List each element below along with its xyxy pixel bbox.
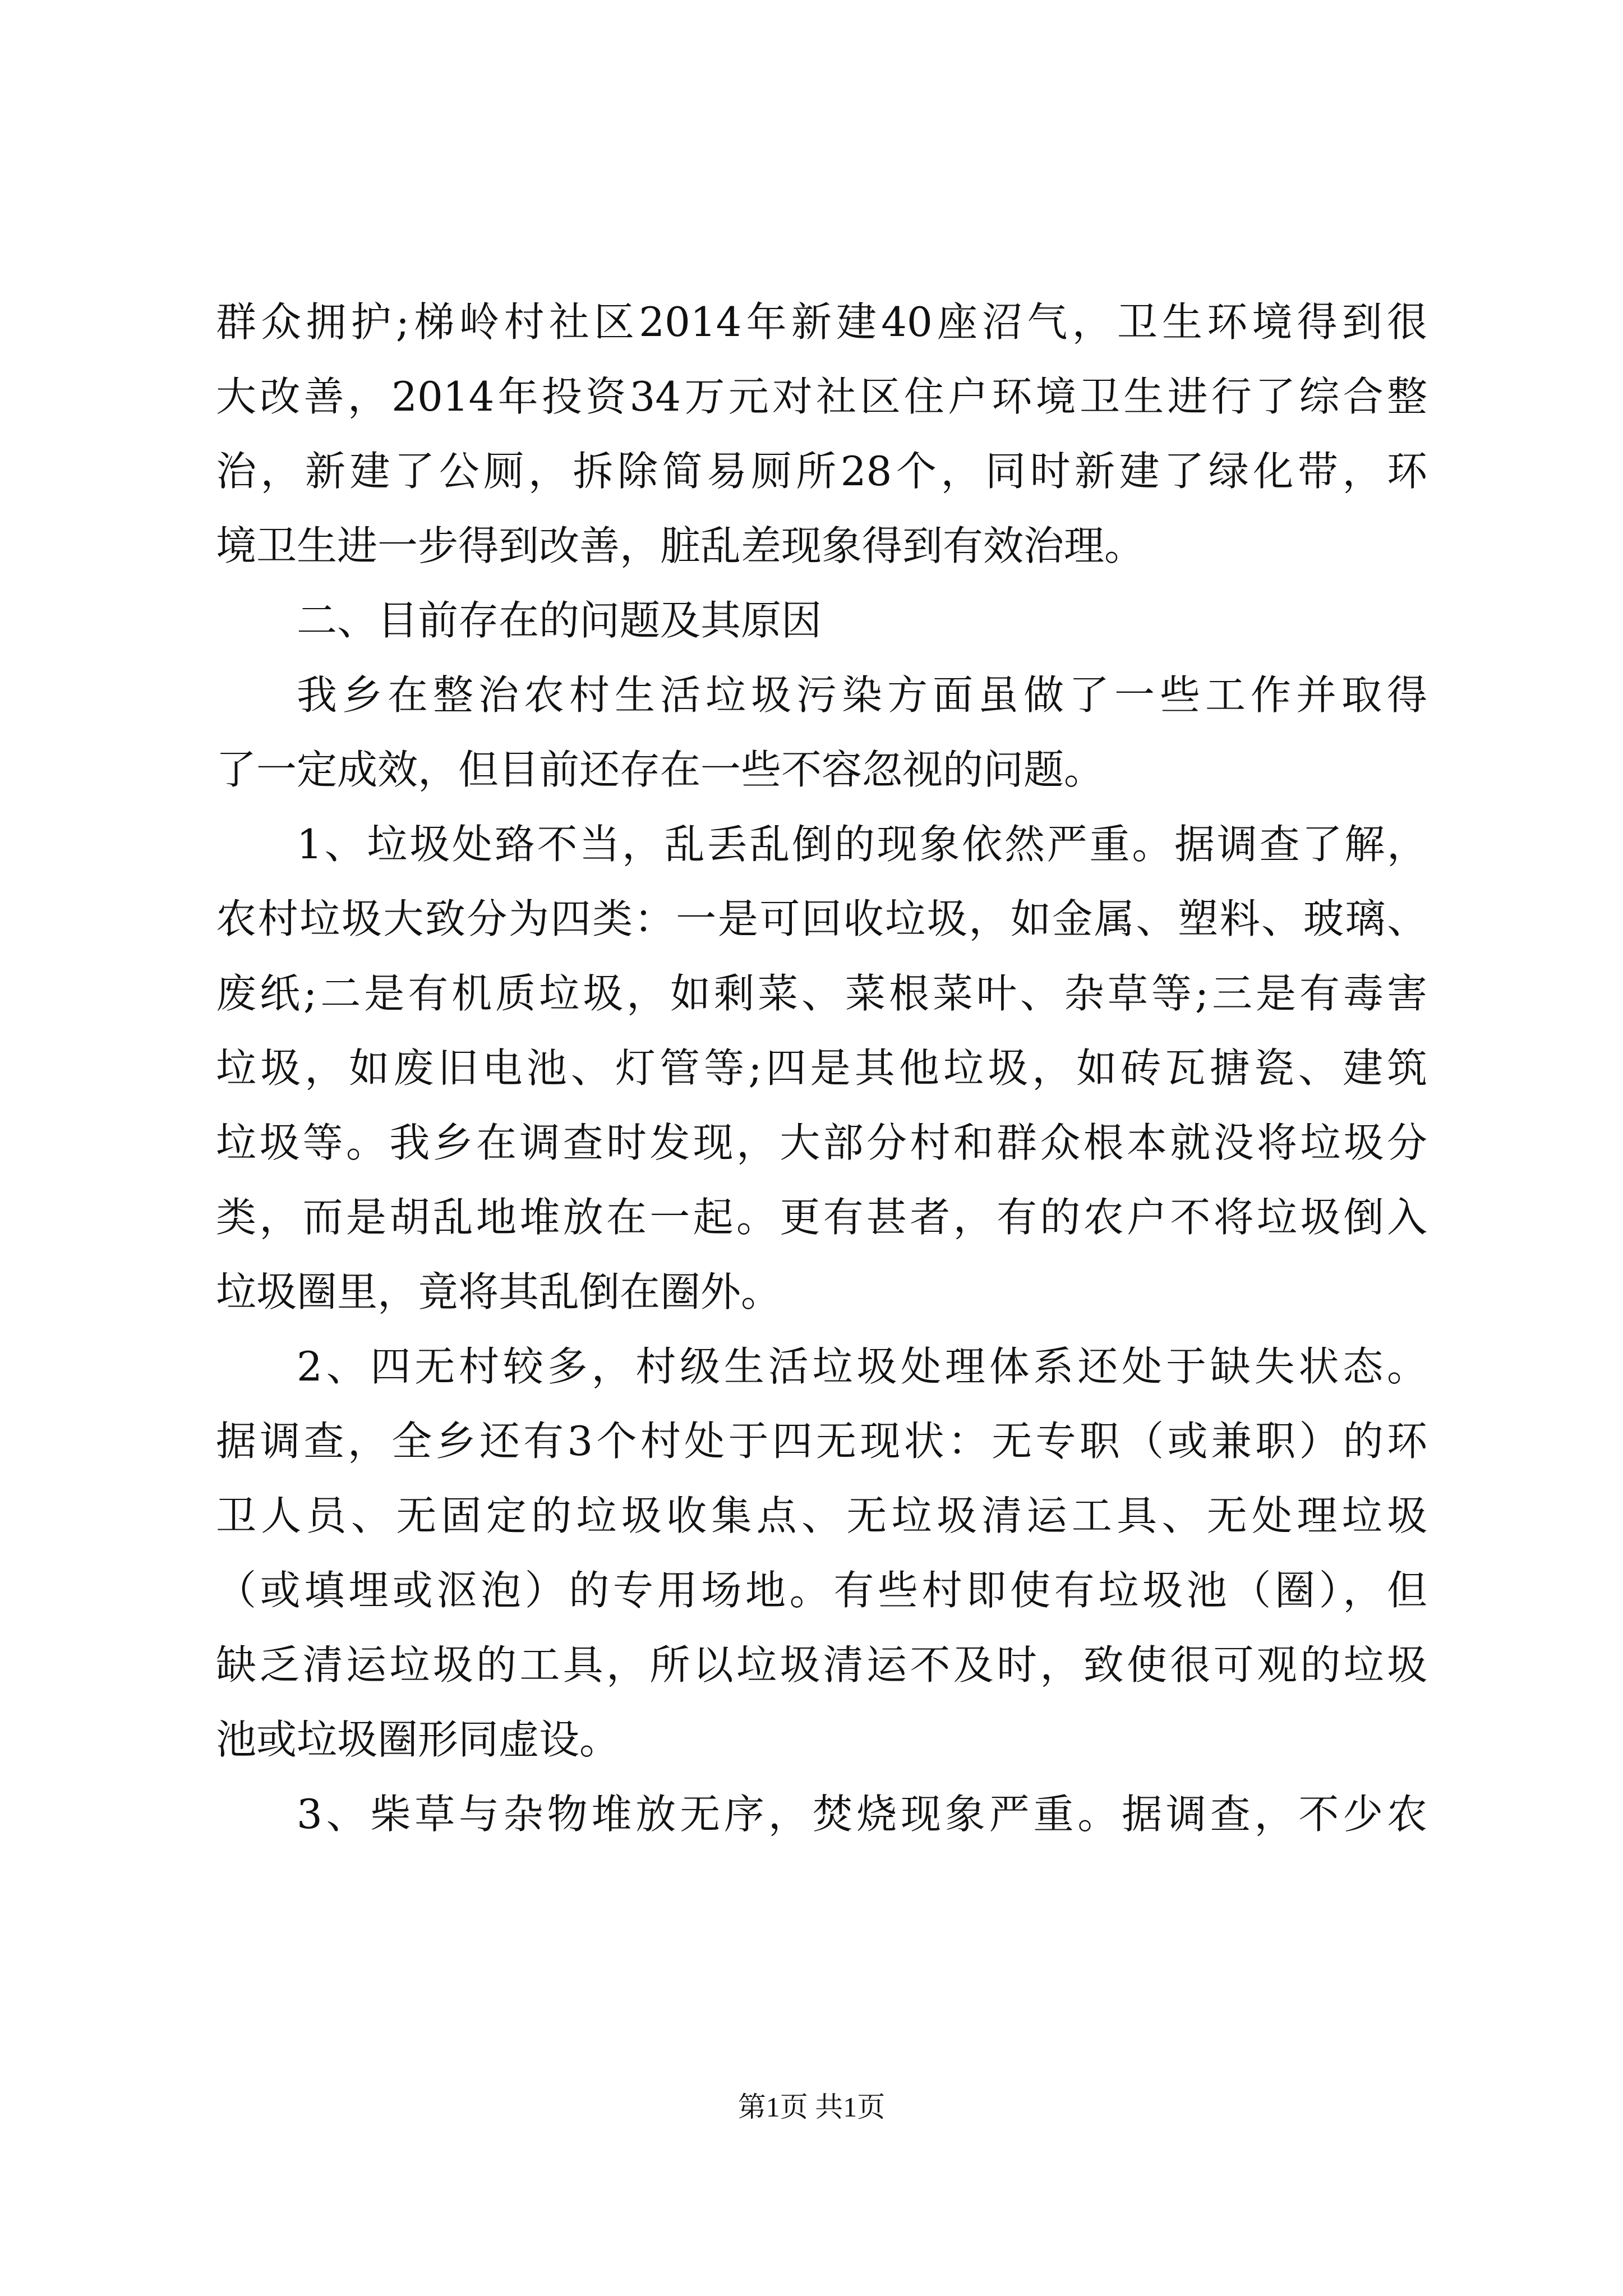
text-line: 了一定成效，但目前还存在一些不容忽视的问题。 [216,746,1105,793]
section-heading: 二、目前存在的问题及其原因 [297,597,822,644]
page-number-footer: 第1页 共1页 [737,2091,886,2123]
text-line: 据调查，全乡还有3个村处于四无现状：无专职（或兼职）的环 [216,1418,1427,1465]
document-body [216,285,1427,1852]
text-line: 1、垃圾处臵不当，乱丢乱倒的现象依然严重。据调查了解， [297,821,1427,868]
text-line: （或填埋或沤泡）的专用场地。有些村即使有垃圾池（圈），但 [216,1567,1427,1614]
text-line: 缺乏清运垃圾的工具，所以垃圾清运不及时，致使很可观的垃圾 [216,1641,1427,1688]
text-line: 卫人员、无固定的垃圾收集点、无垃圾清运工具、无处理垃圾 [216,1492,1427,1539]
text-line: 池或垃圾圈形同虚设。 [216,1716,620,1763]
text-line: 废纸;二是有机质垃圾，如剩菜、菜根菜叶、杂草等;三是有毒害 [216,970,1427,1017]
text-line: 2、四无村较多，村级生活垃圾处理体系还处于缺失状态。 [297,1343,1427,1390]
text-line: 群众拥护;梯岭村社区2014年新建40座沼气，卫生环境得到很 [216,298,1427,346]
text-line: 农村垃圾大致分为四类：一是可回收垃圾，如金属、塑料、玻璃、 [216,895,1427,942]
text-line: 我乡在整治农村生活垃圾污染方面虽做了一些工作并取得 [297,671,1427,719]
text-line: 治，新建了公厕，拆除简易厕所28个，同时新建了绿化带，环 [216,448,1427,495]
text-line: 3、柴草与杂物堆放无序，焚烧现象严重。据调查，不少农 [297,1791,1427,1838]
text-line: 类，而是胡乱地堆放在一起。更有甚者，有的农户不将垃圾倒入 [216,1194,1427,1241]
text-line: 垃圾圈里，竟将其乱倒在圈外。 [216,1268,782,1315]
text-line: 大改善，2014年投资34万元对社区住户环境卫生进行了综合整 [216,373,1427,420]
text-line: 垃圾等。我乡在调查时发现，大部分村和群众根本就没将垃圾分 [216,1119,1427,1166]
text-line: 境卫生进一步得到改善，脏乱差现象得到有效治理。 [216,522,1145,569]
text-line: 垃圾，如废旧电池、灯管等;四是其他垃圾，如砖瓦搪瓷、建筑 [216,1045,1427,1092]
